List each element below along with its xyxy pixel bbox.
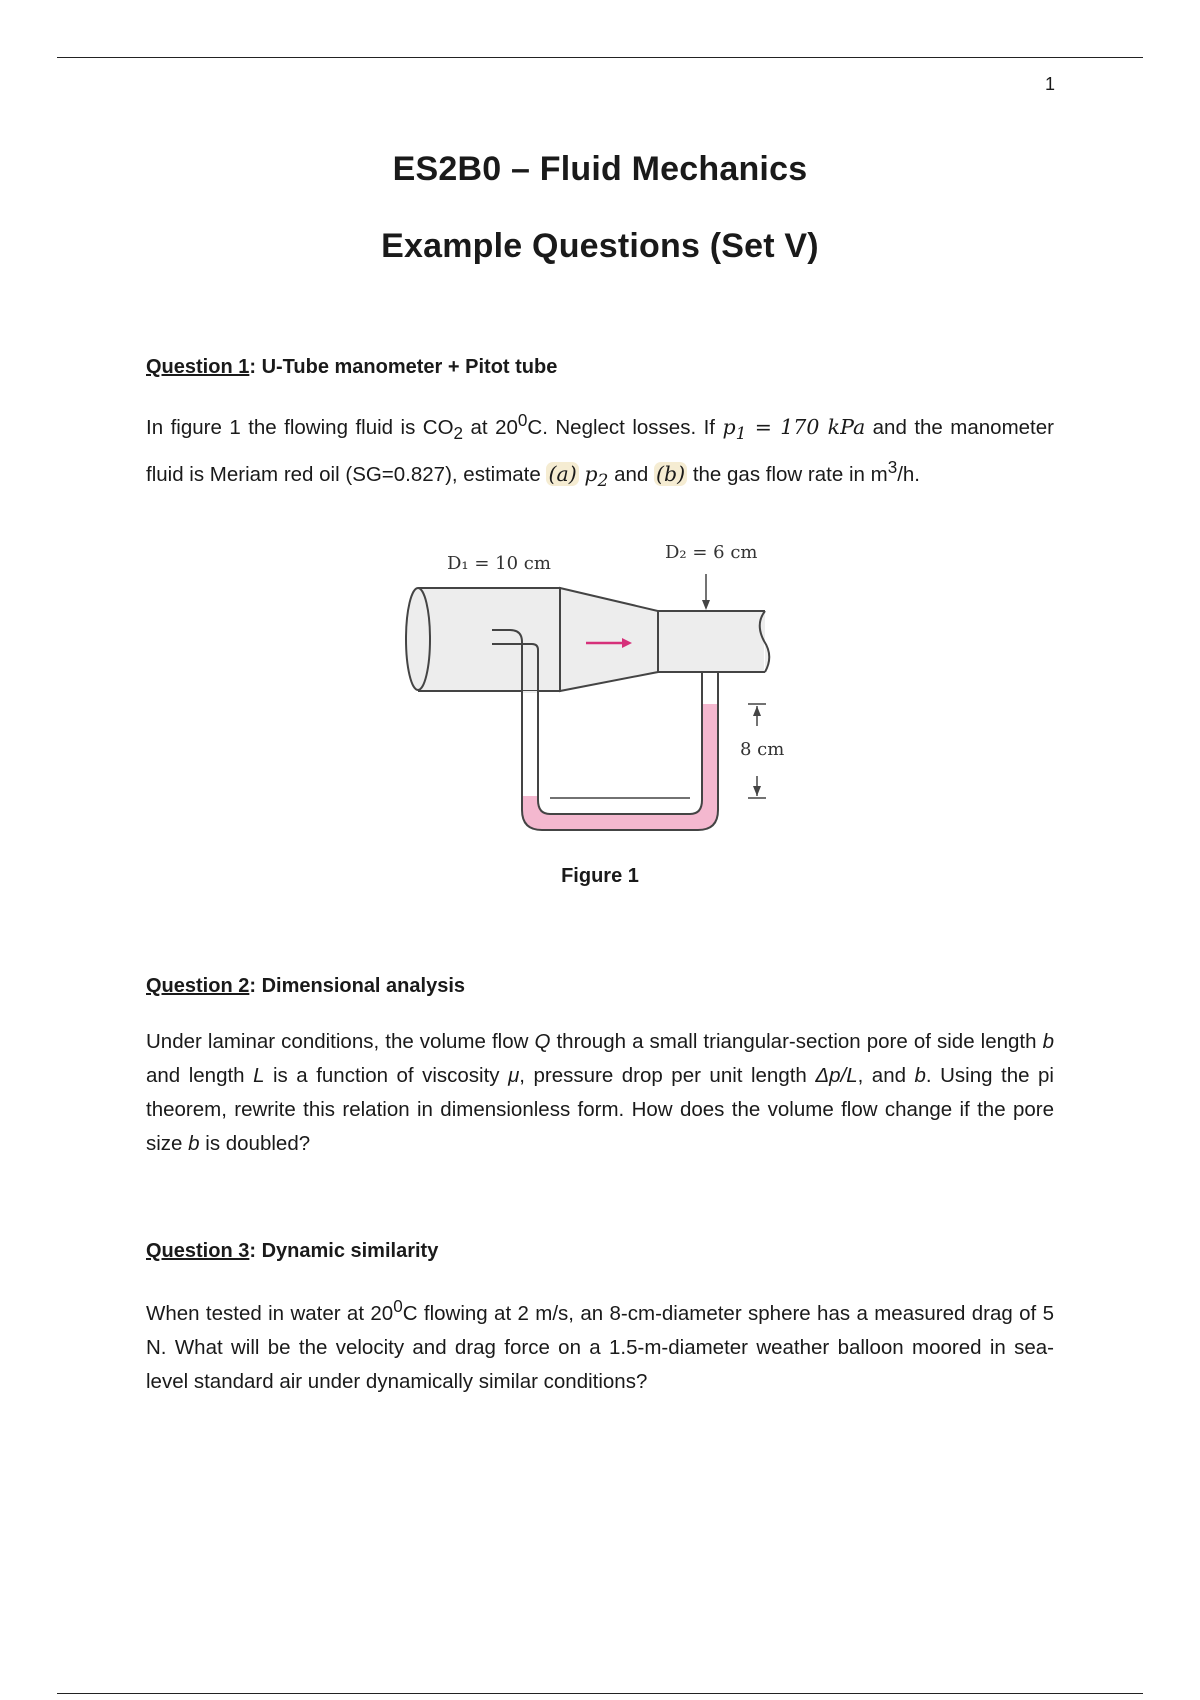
d1-label: D₁ = 10 cm bbox=[447, 553, 551, 574]
p1-equation: $p_1 = 170$ kPa bbox=[722, 414, 866, 444]
question-1-text: In figure 1 the flowing fluid is $CO_2$ at $20^0C$. Neglect losses. If $p_1 = 170$ kPa and the manometer fluid is Meriam red oil (SG=0.827), estimate (a) $p_2$ and (b) the gas flow rate in $m^3/h$. bbox=[146, 411, 1054, 491]
figure-1-manometer bbox=[400, 536, 790, 836]
question-2-number: Question 2 bbox=[146, 975, 250, 997]
height-label: 8 cm bbox=[740, 739, 785, 760]
question-1-number: Question 1 bbox=[146, 356, 250, 378]
pipe-end-left bbox=[406, 588, 430, 690]
part-a-label: (a) bbox=[548, 461, 577, 486]
p2-variable: $p_2$ bbox=[584, 461, 609, 491]
question-2-text: Under laminar conditions, the volume flow Q through a small triangular-section pore of side length b and length L is a function of viscosity μ, pressure drop per unit length Δp/L, and b. Using the pi theorem, rewrite this relation in dimensionless form. How does the volume flow change if the pore size b is doubled? bbox=[146, 1030, 1054, 1155]
question-3-text: When tested in water at $20^0C$ flowing at 2 m/s, an 8-cm-diameter sphere has a measured drag of 5 N. What will be the velocity and drag force on a 1.5-m-diameter weather balloon moored in sea-level standard air under dynamically similar conditions? bbox=[146, 1297, 1055, 1393]
d2-pointer-head bbox=[702, 600, 710, 610]
manometer-fluid bbox=[522, 704, 718, 830]
question-3-heading bbox=[146, 1240, 438, 1263]
part-b-label: (b) bbox=[656, 461, 686, 486]
question-3-number: Question 3 bbox=[146, 1240, 250, 1262]
figure-1-caption: Figure 1 bbox=[561, 865, 639, 887]
document-title: ES2B0 – Fluid Mechanics bbox=[392, 150, 808, 188]
page-number: 1 bbox=[1044, 74, 1055, 94]
bottom-rule bbox=[57, 1693, 1143, 1694]
question-2-heading bbox=[146, 975, 465, 998]
d2-label: D₂ = 6 cm bbox=[665, 542, 758, 563]
question-3-topic: : Dynamic similarity bbox=[249, 1240, 439, 1262]
question-1-heading bbox=[146, 356, 557, 379]
manometer-diagram bbox=[400, 536, 790, 836]
document-subtitle: Example Questions (Set V) bbox=[381, 227, 819, 265]
question-1-topic: : U-Tube manometer + Pitot tube bbox=[249, 356, 558, 378]
top-rule bbox=[57, 57, 1143, 58]
converging-section bbox=[560, 588, 658, 691]
question-2-topic: : Dimensional analysis bbox=[249, 975, 465, 997]
